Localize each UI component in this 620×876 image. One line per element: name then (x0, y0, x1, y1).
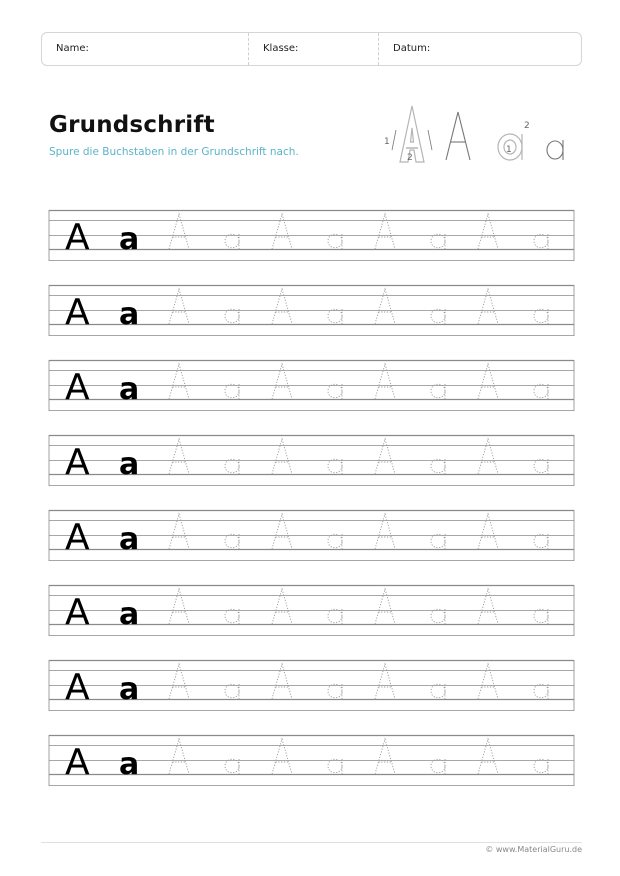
trace-letter-upper (169, 214, 189, 249)
practice-row (49, 585, 574, 636)
student-info-box (41, 32, 582, 66)
practice-row (49, 660, 574, 711)
trace-letter-lower (534, 609, 548, 624)
example-letter-upper: A (65, 442, 90, 483)
instruction-text: Spure die Buchstaben in der Grundschrift nach. (49, 146, 299, 158)
trace-letter-lower (225, 684, 239, 699)
name-label: Name: (56, 43, 89, 54)
stroke-number-2: 2 (407, 153, 413, 163)
trace-letter-upper (169, 739, 189, 774)
date-field[interactable] (378, 33, 584, 65)
trace-letter-lower (534, 234, 548, 249)
trace-letter-upper (478, 514, 498, 549)
trace-letter-upper (272, 514, 292, 549)
example-letter-lower: a (119, 522, 140, 557)
trace-letter-lower (225, 384, 239, 399)
example-letter-lower: a (119, 672, 140, 707)
trace-letter-upper (169, 514, 189, 549)
name-field[interactable] (42, 33, 248, 65)
example-letter-upper: A (65, 592, 90, 633)
class-label: Klasse: (263, 43, 299, 54)
trace-letter-lower (328, 684, 342, 699)
trace-letter-upper (375, 364, 395, 399)
trace-letter-lower (431, 759, 445, 774)
trace-letter-upper (375, 514, 395, 549)
example-letter-lower: a (119, 747, 140, 782)
trace-letter-upper (169, 364, 189, 399)
example-letter-lower: a (119, 297, 140, 332)
footer-divider (41, 842, 582, 843)
trace-letter-lower (534, 459, 548, 474)
trace-letter-upper (272, 589, 292, 624)
practice-row (49, 510, 574, 561)
trace-letter-upper (478, 739, 498, 774)
trace-letter-lower (431, 684, 445, 699)
trace-letter-lower (328, 384, 342, 399)
trace-letter-upper (169, 589, 189, 624)
stroke-number-3: 1 (506, 145, 512, 155)
trace-letter-upper (375, 589, 395, 624)
trace-letter-upper (478, 289, 498, 324)
class-field[interactable] (248, 33, 379, 65)
trace-letter-lower (431, 534, 445, 549)
page-title: Grundschrift (49, 112, 215, 138)
trace-letter-upper (478, 664, 498, 699)
footer-credit: © www.MaterialGuru.de (485, 845, 582, 854)
trace-letter-lower (328, 534, 342, 549)
trace-letter-upper (478, 214, 498, 249)
trace-letter-upper (375, 289, 395, 324)
trace-letter-lower (431, 609, 445, 624)
trace-letter-lower (225, 459, 239, 474)
trace-letter-lower (431, 384, 445, 399)
trace-letter-upper (272, 214, 292, 249)
trace-letter-lower (328, 234, 342, 249)
trace-letter-upper (169, 664, 189, 699)
trace-letter-lower (534, 684, 548, 699)
example-letter-upper: A (65, 292, 90, 333)
trace-letter-lower (431, 234, 445, 249)
thin-a-lower-icon (547, 140, 563, 160)
trace-letter-lower (328, 759, 342, 774)
example-letter-lower: a (119, 222, 140, 257)
trace-letter-upper (375, 664, 395, 699)
example-letter-lower: a (119, 597, 140, 632)
practice-row (49, 435, 574, 486)
example-letter-lower: a (119, 447, 140, 482)
trace-letter-upper (478, 589, 498, 624)
trace-letter-upper (169, 289, 189, 324)
trace-letter-upper (478, 439, 498, 474)
thin-a-upper-icon (446, 112, 470, 160)
example-letter-lower: a (119, 372, 140, 407)
trace-letter-lower (328, 459, 342, 474)
trace-letter-lower (328, 609, 342, 624)
trace-letter-lower (534, 534, 548, 549)
trace-letter-lower (431, 309, 445, 324)
trace-letter-lower (534, 759, 548, 774)
date-label: Datum: (393, 43, 431, 54)
example-letter-upper: A (65, 217, 90, 258)
stroke-number-1: 1 (384, 137, 390, 147)
trace-letter-upper (272, 739, 292, 774)
trace-letter-lower (225, 534, 239, 549)
example-letter-upper: A (65, 367, 90, 408)
trace-letter-upper (375, 439, 395, 474)
trace-letter-upper (272, 289, 292, 324)
example-letter-upper: A (65, 517, 90, 558)
trace-letter-lower (225, 309, 239, 324)
example-letter-upper: A (65, 742, 90, 783)
trace-letter-upper (169, 439, 189, 474)
trace-letter-lower (225, 234, 239, 249)
trace-letter-lower (534, 384, 548, 399)
example-letter-upper: A (65, 667, 90, 708)
trace-letter-upper (478, 364, 498, 399)
trace-letter-lower (225, 609, 239, 624)
stroke-order-demo (380, 100, 580, 170)
practice-row (49, 285, 574, 336)
trace-letter-upper (375, 739, 395, 774)
practice-row (49, 360, 574, 411)
trace-letter-upper (272, 664, 292, 699)
trace-letter-upper (375, 214, 395, 249)
practice-row (49, 210, 574, 261)
stroke-number-4: 2 (524, 121, 530, 131)
trace-letter-lower (225, 759, 239, 774)
trace-letter-upper (272, 439, 292, 474)
trace-letter-lower (534, 309, 548, 324)
trace-letter-lower (431, 459, 445, 474)
trace-letter-upper (272, 364, 292, 399)
trace-letter-lower (328, 309, 342, 324)
practice-row (49, 735, 574, 786)
